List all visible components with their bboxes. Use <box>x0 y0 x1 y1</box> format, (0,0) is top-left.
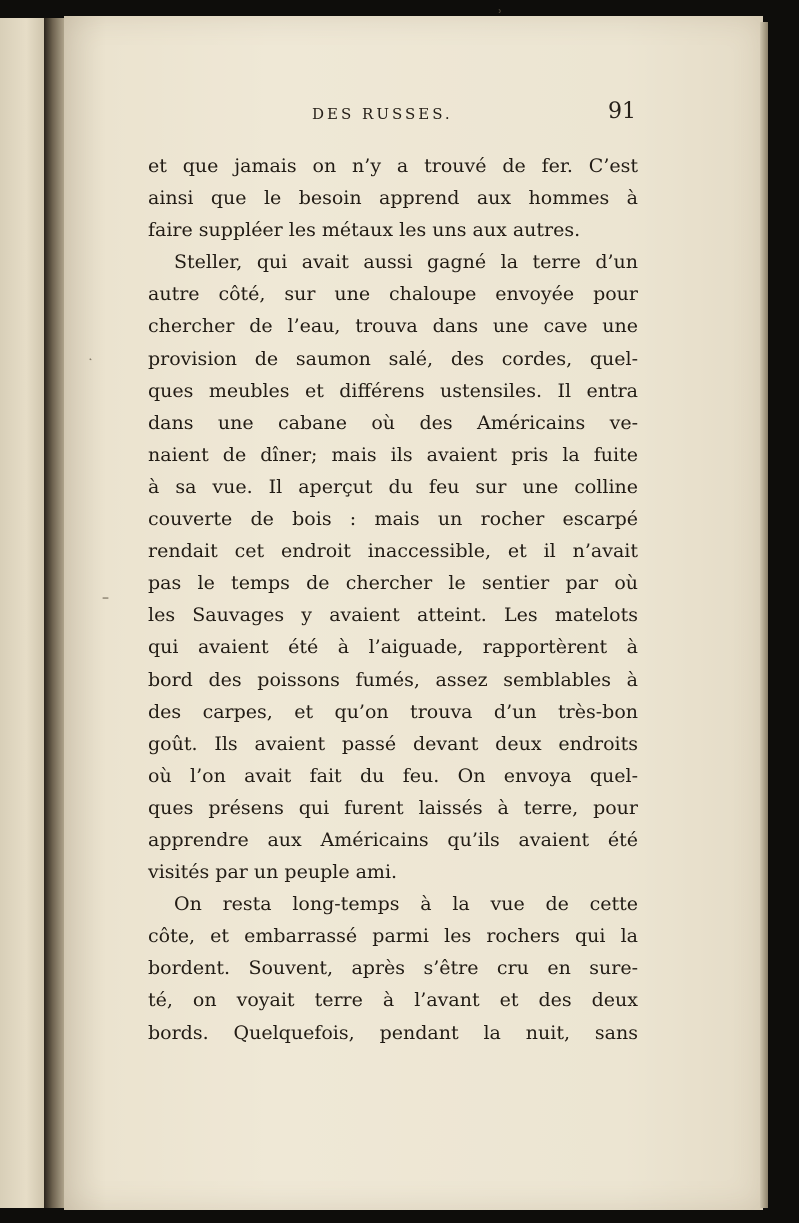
text-line: apprendre aux Américains qu’ils avaient été <box>148 828 638 851</box>
margin-speck: ˛ <box>88 350 93 361</box>
text-line: faire suppléer les métaux les uns aux autres. <box>148 219 581 242</box>
text-line: dans une cabane où des Américains ve- <box>148 411 638 434</box>
text-line: ainsi que le besoin apprend aux hommes à <box>148 187 638 210</box>
running-head <box>0 95 799 135</box>
text-line: des carpes, et qu’on trouva d’un très-bon <box>148 700 638 723</box>
running-head-title: DES RUSSES. <box>312 105 453 123</box>
page-number: 91 <box>608 99 636 124</box>
top-speck: ʾ <box>498 8 503 24</box>
text-line: goût. Ils avaient passé devant deux endroits <box>148 732 638 755</box>
text-line: ques meubles et différens ustensiles. Il entra <box>148 379 638 402</box>
text-line: On resta long-temps à la vue de cette <box>174 893 638 916</box>
text-line: provision de saumon salé, des cordes, quel- <box>148 347 638 370</box>
text-line: pas le temps de chercher le sentier par où <box>148 572 638 595</box>
text-line: rendait cet endroit inaccessible, et il n’avait <box>148 540 638 563</box>
text-line: couverte de bois : mais un rocher escarpé <box>148 508 638 531</box>
margin-dash: – <box>102 590 109 606</box>
text-line: naient de dîner; mais ils avaient pris la fuite <box>148 443 638 466</box>
text-line: à sa vue. Il aperçut du feu sur une colline <box>148 475 638 498</box>
text-line: visités par un peuple ami. <box>148 861 398 884</box>
text-line: autre côté, sur une chaloupe envoyée pour <box>148 283 638 306</box>
text-line: où l’on avait fait du feu. On envoya quel- <box>148 764 638 787</box>
page-edge-shadow <box>760 22 768 1208</box>
facing-page-edge <box>0 18 45 1208</box>
text-line: qui avaient été à l’aiguade, rapportèrent à <box>148 636 638 659</box>
body-text <box>148 150 638 1049</box>
text-line: chercher de l’eau, trouva dans une cave une <box>148 315 638 338</box>
text-line: bordent. Souvent, après s’être cru en sure- <box>148 957 638 980</box>
text-line: bord des poissons fumés, assez semblables à <box>148 668 638 691</box>
text-line: té, on voyait terre à l’avant et des deux <box>148 989 638 1012</box>
text-line: les Sauvages y avaient atteint. Les matelots <box>148 604 638 627</box>
text-line: Steller, qui avait aussi gagné la terre d’un <box>174 251 638 274</box>
text-line: côte, et embarrassé parmi les rochers qui la <box>148 925 638 948</box>
text-line: ques présens qui furent laissés à terre, pour <box>148 796 638 819</box>
book-gutter <box>44 18 66 1208</box>
text-line: bords. Quelquefois, pendant la nuit, sans <box>148 1021 638 1044</box>
text-line: et que jamais on n’y a trouvé de fer. C’est <box>148 155 638 177</box>
